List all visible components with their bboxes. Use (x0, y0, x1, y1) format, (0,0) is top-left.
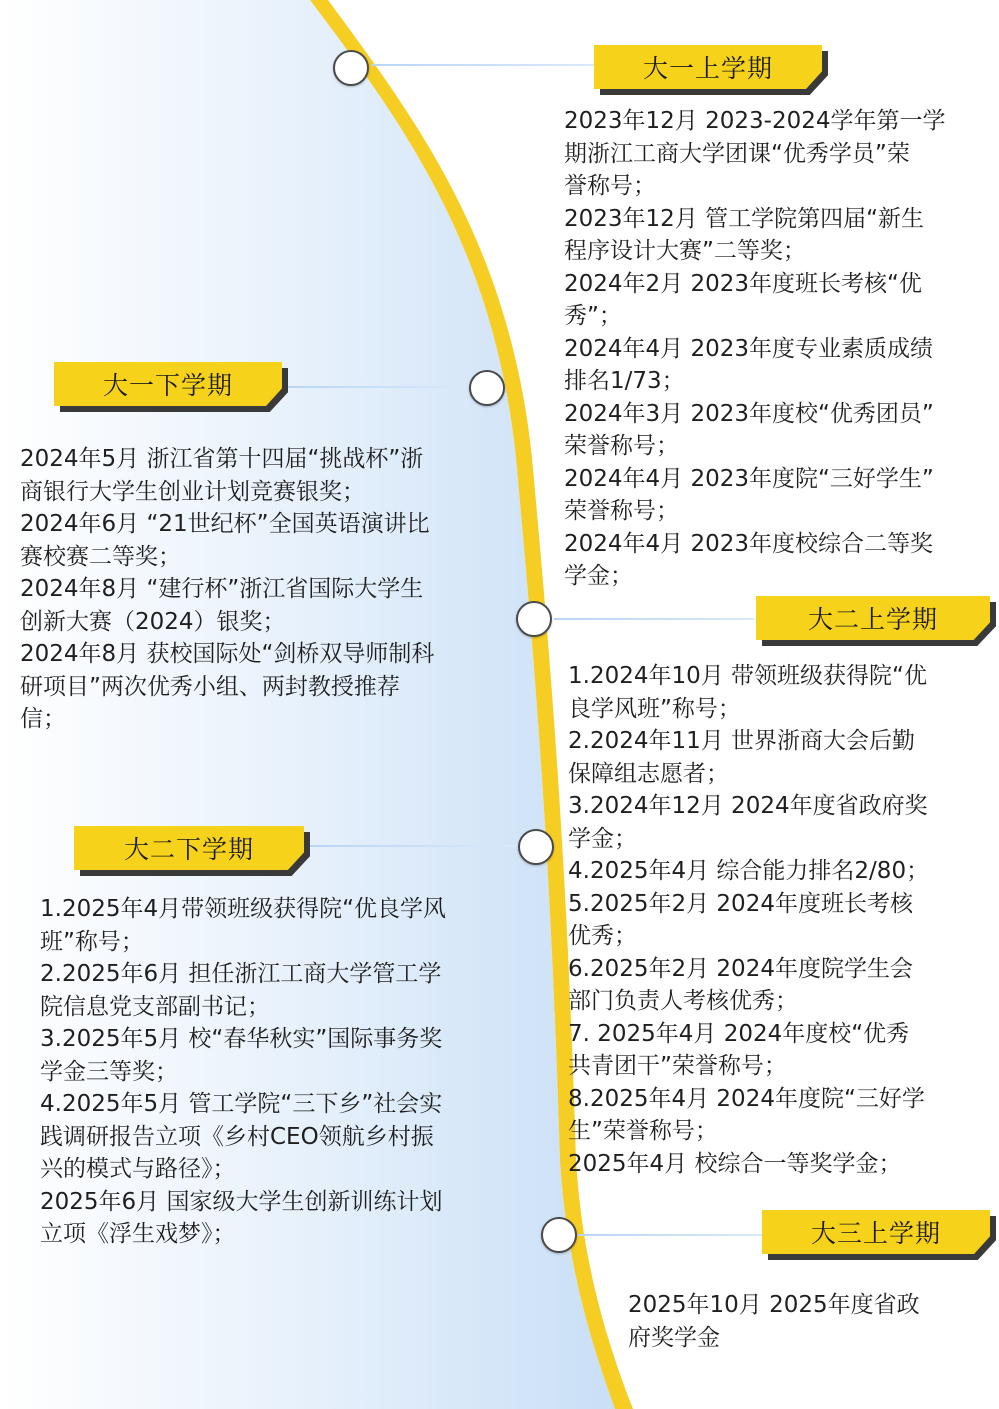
list-item: 秀”； (564, 303, 622, 329)
section-list-y1-fall (564, 105, 989, 593)
section-title-y2-spring: 大二下学期 (123, 835, 254, 864)
list-item: 商银行大学生创业计划竞赛银奖； (20, 478, 365, 505)
section-title-y1-fall: 大一上学期 (642, 54, 773, 83)
list-item: 誉称号； (564, 173, 656, 199)
list-item: 2.2024年11月 世界浙商大会后勤 (568, 728, 916, 754)
list-item: 3.2024年12月 2024年度省政府奖 (568, 793, 928, 819)
list-item: 班”称号； (40, 928, 144, 955)
list-item: 8.2025年4月 2024年度院“三好学 (568, 1085, 925, 1112)
list-item: 2023年12月 管工学院第四届“新生 (564, 205, 925, 232)
section-list-y3-fall (628, 1289, 988, 1354)
list-item: 兴的模式与路径》； (40, 1156, 236, 1182)
list-item: 共青团干”荣誉称号； (568, 1053, 787, 1079)
list-item: 2025年10月 2025年度省政 (628, 1292, 920, 1318)
timeline-node-y3-fall (541, 1217, 577, 1253)
timeline-node-y1-spring (469, 370, 505, 406)
list-item: 部门负责人考核优秀； (568, 988, 798, 1014)
connector-y3-fall (578, 1234, 762, 1236)
timeline-node-y1-fall (333, 50, 369, 86)
list-item: 立项《浮生戏梦》； (40, 1221, 236, 1247)
list-item: 3.2025年5月 校“春华秋实”国际事务奖 (40, 1026, 443, 1052)
list-item: 2024年4月 2023年度院“三好学生” (564, 465, 934, 492)
list-item: 2024年2月 2023年度班长考核“优 (564, 270, 922, 297)
section-list-y2-fall (568, 660, 993, 1180)
section-tag-y1-spring (54, 362, 282, 406)
list-item: 保障组志愿者； (568, 760, 729, 787)
section-tag-y3-fall (762, 1210, 990, 1254)
section-title-y2-fall: 大二上学期 (807, 605, 938, 634)
list-item: 2024年8月 获校国际处“剑桥双导师制科 (20, 641, 435, 667)
section-list-y2-spring (40, 893, 518, 1251)
list-item: 4.2025年5月 管工学院“三下乡”社会实 (40, 1091, 443, 1117)
list-item: 2025年4月 校综合一等奖学金； (568, 1150, 902, 1177)
section-title-y3-fall: 大三上学期 (810, 1219, 941, 1248)
list-item: 2024年4月 2023年度校综合二等奖 (564, 530, 934, 557)
connector-y1-fall (372, 64, 594, 66)
list-item: 排名1/73； (564, 368, 685, 394)
list-item: 良学风班”称号； (568, 695, 741, 722)
list-item: 2023年12月 2023-2024学年第一学 (564, 108, 946, 134)
list-item: 学金； (564, 563, 633, 589)
list-item: 优秀； (568, 923, 637, 949)
list-item: 践调研报告立项《乡村CEO领航乡村振 (40, 1123, 434, 1150)
connector-y1-spring (288, 386, 472, 388)
list-item: 4.2025年4月 综合能力排名2/80； (568, 858, 930, 884)
list-item: 2024年4月 2023年度专业素质成绩 (564, 335, 934, 362)
list-item: 2024年8月 “建行杯”浙江省国际大学生 (20, 576, 424, 602)
timeline-node-y2-spring (518, 829, 554, 865)
section-tag-y1-fall (594, 45, 822, 89)
list-item: 2024年5月 浙江省第十四届“挑战杯”浙 (20, 446, 424, 472)
list-item: 学金三等奖； (40, 1058, 178, 1085)
section-title-y1-spring: 大一下学期 (102, 371, 233, 400)
list-item: 信； (20, 706, 66, 732)
list-item: 荣誉称号； (564, 433, 679, 459)
list-item: 5.2025年2月 2024年度班长考核 (568, 890, 913, 917)
section-tag-y2-spring (74, 826, 304, 870)
timeline-node-y2-fall (516, 601, 552, 637)
list-item: 研项目”两次优秀小组、两封教授推荐 (20, 673, 400, 700)
list-item: 学金； (568, 825, 637, 852)
list-item: 荣誉称号； (564, 498, 679, 524)
list-item: 2.2025年6月 担任浙江工商大学管工学 (40, 961, 442, 987)
section-tag-y2-fall (756, 596, 990, 640)
list-item: 院信息党支部副书记； (40, 993, 270, 1020)
list-item: 1.2024年10月 带领班级获得院“优 (568, 663, 927, 689)
list-item: 7. 2025年4月 2024年度校“优秀 (568, 1020, 910, 1047)
connector-y2-fall (554, 618, 754, 620)
list-item: 1.2025年4月带领班级获得院“优良学风 (40, 896, 447, 922)
list-item: 生”荣誉称号； (568, 1118, 718, 1144)
list-item: 府奖学金 (628, 1324, 720, 1351)
list-item: 期浙江工商大学团课“优秀学员”荣 (564, 140, 910, 167)
list-item: 2024年3月 2023年度校“优秀团员” (564, 400, 934, 427)
list-item: 2025年6月 国家级大学生创新训练计划 (40, 1188, 443, 1215)
list-item: 赛校赛二等奖； (20, 543, 181, 570)
list-item: 程序设计大赛”二等奖； (564, 238, 806, 264)
list-item: 6.2025年2月 2024年度院学生会 (568, 955, 913, 982)
list-item: 2024年6月 “21世纪杯”全国英语演讲比 (20, 511, 430, 537)
list-item: 创新大赛（2024）银奖； (20, 608, 286, 635)
section-list-y1-spring (20, 443, 510, 736)
connector-y2-spring (310, 845, 518, 847)
